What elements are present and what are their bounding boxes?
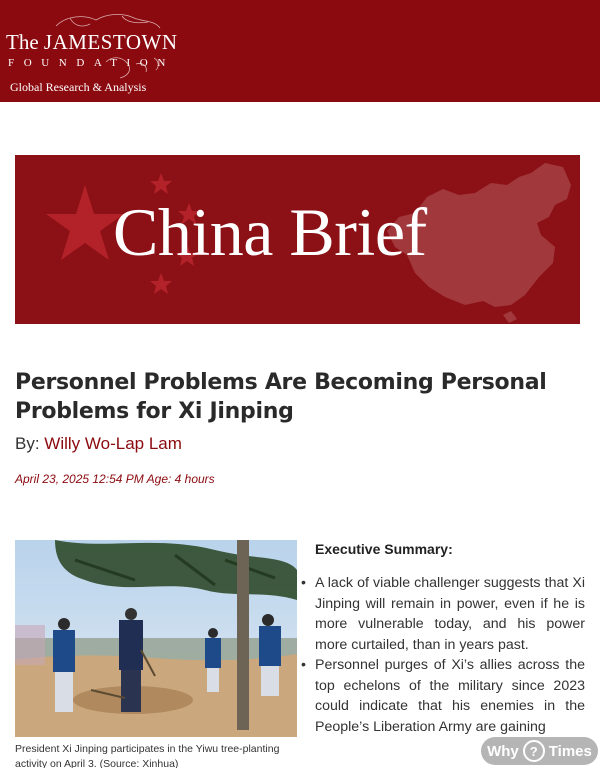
watermark-right: Times — [548, 742, 592, 760]
summary-list — [315, 573, 585, 737]
question-mark-icon: ? — [523, 740, 545, 762]
logo-wordmark — [6, 30, 178, 55]
logo-the: The — [6, 30, 39, 54]
logo-tagline: Global Research & Analysis — [10, 80, 147, 94]
site-header — [0, 0, 600, 102]
watermark-left: Why — [487, 742, 519, 760]
byline-label: By: — [15, 434, 40, 453]
photo-caption: President Xi Jinping participates in the Yiwu tree-planting activity on April 3. (Source: Xinhua) — [15, 743, 280, 768]
executive-summary — [315, 541, 585, 737]
summary-item: • Personnel purges of Xi’s allies across the top echelons of the military since 2023 could indicate that his enemies in the People’s Liberation Army are gaining — [315, 655, 585, 737]
why-times-watermark — [481, 737, 598, 765]
logo-foundation: FOUNDATION — [8, 57, 175, 69]
article-date: April 23, 2025 12:54 PM Age: 4 hours — [15, 472, 215, 486]
article-photo — [15, 540, 297, 737]
byline — [15, 434, 182, 454]
summary-item: • A lack of viable challenger suggests that Xi Jinping will remain in power, even if he is more vulnerable today, and his power more curtailed, than in years past. — [315, 573, 585, 655]
article-headline: Personnel Problems Are Becoming Personal Problems for Xi Jinping — [15, 370, 547, 424]
jamestown-logo[interactable] — [6, 10, 178, 94]
china-brief-banner[interactable] — [15, 155, 580, 324]
summary-heading: Executive Summary: — [315, 541, 453, 557]
logo-name: JAMESTOWN — [43, 30, 178, 54]
banner-title: China Brief — [113, 194, 427, 270]
author-link[interactable]: Willy Wo-Lap Lam — [44, 434, 182, 453]
